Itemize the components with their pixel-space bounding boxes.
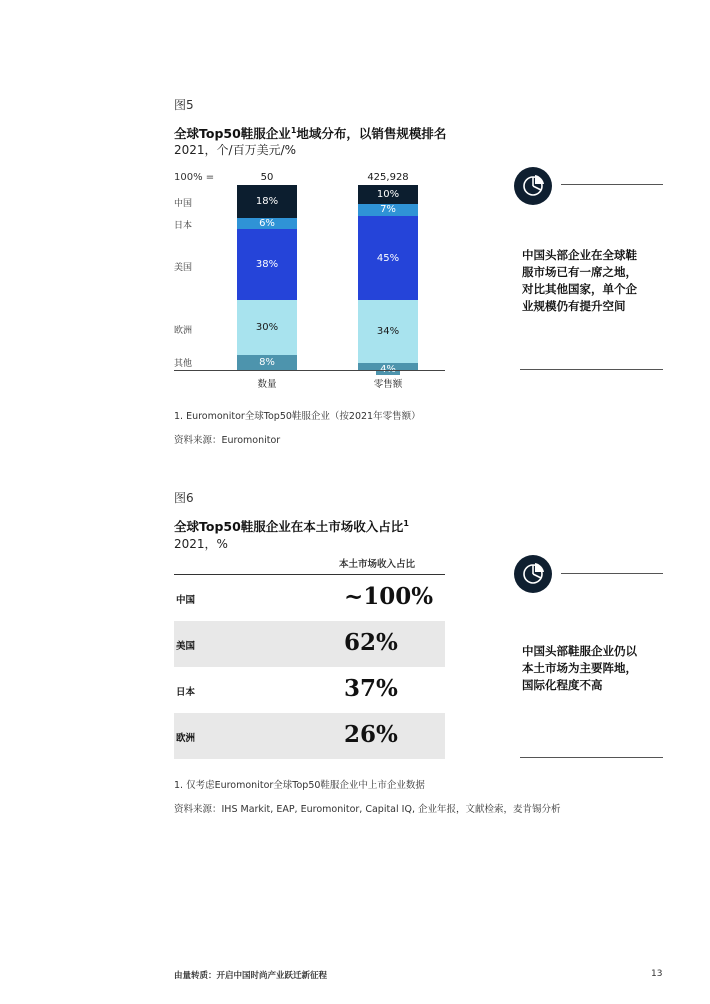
x-axis-line <box>174 370 445 371</box>
bar-sales <box>358 185 418 370</box>
row-value: 26% <box>344 721 398 748</box>
figure-6-subtitle: 2021，% <box>174 537 228 551</box>
figure-5-title-rest: 地域分布，以销售规模排名 <box>296 126 447 141</box>
figure-5-title-main: 全球Top50鞋服企业 <box>174 126 291 141</box>
row-value: 62% <box>344 629 398 656</box>
row-value: ~100% <box>344 583 434 610</box>
table-row <box>174 575 445 621</box>
callout-5-line-4: 业规模仍有提升空间 <box>522 299 626 313</box>
row-label: 美国 <box>176 641 196 652</box>
x-tick-count: 数量 <box>257 379 277 390</box>
bar-segment-china <box>237 185 297 218</box>
bar-count <box>237 185 297 370</box>
table-row <box>174 621 445 667</box>
row-label: 日本 <box>176 687 196 698</box>
stacked-bar-chart <box>174 170 445 400</box>
figure-5-label: 图5 <box>174 98 194 112</box>
callout-6-text <box>522 643 637 694</box>
bar-data-label: 10% <box>376 188 400 200</box>
bar-segment-japan <box>237 218 297 229</box>
bar-segment-usa <box>237 229 297 299</box>
bar-total-count: 50 <box>260 172 274 183</box>
bar-data-label: 18% <box>255 196 279 208</box>
figure-5-source: 资料来源：Euromonitor <box>174 435 281 446</box>
bar-total-sales: 425,928 <box>367 172 409 183</box>
bar-segment-usa <box>358 216 418 299</box>
figure-5-title-sup: 1 <box>290 125 297 135</box>
callout-5-line-1: 中国头部企业在全球鞋 <box>522 248 637 262</box>
callout-6-bottom-rule <box>520 757 663 758</box>
bar-segment-other <box>358 363 418 370</box>
table-row <box>174 667 445 713</box>
bar-segment-china <box>358 185 418 204</box>
row-label-china: 中国 <box>174 199 193 209</box>
total-label: 100% = <box>174 172 215 183</box>
callout-6-line-2: 本土市场为主要阵地， <box>522 661 637 675</box>
callout-5-top-rule <box>561 184 663 185</box>
figure-5-footnote: 1. Euromonitor全球Top50鞋服企业（按2021年零售额） <box>174 411 421 422</box>
pie-chart-icon <box>514 167 552 205</box>
footer-title: 由量转质：开启中国时尚产业跃迁新征程 <box>174 971 328 981</box>
bar-segment-japan <box>358 204 418 217</box>
bar-data-label: 8% <box>259 357 275 369</box>
figure-5-subtitle: 2021，个/百万美元/% <box>174 143 297 157</box>
callout-5-line-2: 服市场已有一席之地， <box>522 265 637 279</box>
row-label: 欧洲 <box>176 733 196 744</box>
row-label-japan: 日本 <box>174 221 193 231</box>
bar-data-label: 7% <box>380 204 396 216</box>
figure-6-title <box>174 517 409 535</box>
row-label-europe: 欧洲 <box>174 326 193 336</box>
figure-5-title <box>174 124 446 142</box>
bar-segment-europe <box>237 300 297 356</box>
bar-data-label: 45% <box>376 252 400 264</box>
pie-chart-icon <box>514 555 552 593</box>
callout-5-bottom-rule <box>520 369 663 370</box>
page-number: 13 <box>651 969 663 979</box>
row-label-other: 其他 <box>174 359 193 369</box>
callout-6-top-rule <box>561 573 663 574</box>
row-label: 中国 <box>176 595 196 606</box>
row-label-usa: 美国 <box>174 263 193 273</box>
callout-6-line-3: 国际化程度不高 <box>522 678 603 692</box>
figure-6-source: 资料来源：IHS Markit, EAP, Euromonitor, Capital IQ, 企业年报，文献检索，麦肯锡分析 <box>174 804 561 815</box>
figure-6-label: 图6 <box>174 491 194 505</box>
bar-data-label: 34% <box>376 325 400 337</box>
row-value: 37% <box>344 675 398 702</box>
callout-6-line-1: 中国头部鞋服企业仍以 <box>522 644 637 658</box>
callout-5-text <box>522 247 637 315</box>
x-tick-sales: 零售额 <box>373 379 403 390</box>
bar-data-label: 30% <box>255 321 279 333</box>
bar-segment-other <box>237 355 297 370</box>
bar-data-label: 38% <box>255 259 279 271</box>
table-row <box>174 713 445 759</box>
callout-5-line-3: 对比其他国家，单个企 <box>522 282 637 296</box>
bar-segment-europe <box>358 300 418 363</box>
figure-6-title-sup: 1 <box>403 518 409 528</box>
table-column-header: 本土市场收入占比 <box>339 559 416 570</box>
figure-6-title-main: 全球Top50鞋服企业在本土市场收入占比 <box>174 519 404 534</box>
bar-data-label: 6% <box>259 218 275 230</box>
figure-6-footnote: 1. 仅考虑Euromonitor全球Top50鞋服企业中上市企业数据 <box>174 780 425 791</box>
